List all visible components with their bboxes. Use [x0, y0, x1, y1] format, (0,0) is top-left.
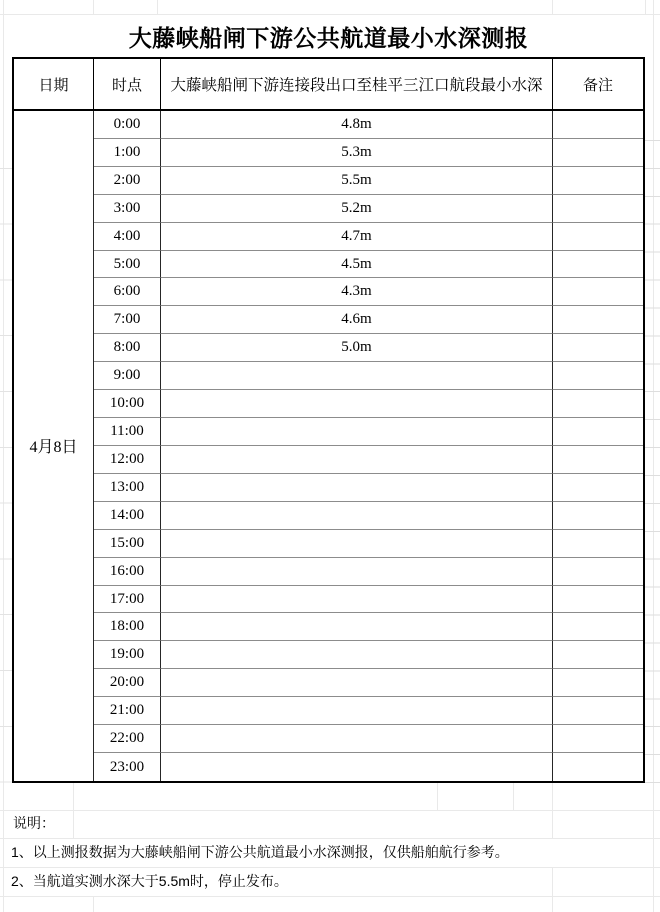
time-cell: 18:00	[94, 613, 161, 641]
depth-cell	[161, 446, 553, 474]
depth-cell: 4.8m	[161, 111, 553, 139]
depth-cell: 5.2m	[161, 195, 553, 223]
header-date: 日期	[14, 59, 94, 111]
remark-cell	[553, 697, 643, 725]
time-cell: 19:00	[94, 641, 161, 669]
depth-cell: 4.6m	[161, 306, 553, 334]
time-cell: 8:00	[94, 334, 161, 362]
notes-heading: 说明：	[13, 815, 55, 831]
remark-cell	[553, 418, 643, 446]
depth-cell	[161, 474, 553, 502]
time-cell: 11:00	[94, 418, 161, 446]
time-cell: 4:00	[94, 223, 161, 251]
remark-cell	[553, 474, 643, 502]
grid-line	[552, 867, 553, 912]
remark-cell	[553, 334, 643, 362]
remark-cell	[553, 753, 643, 781]
depth-table	[12, 57, 645, 783]
grid-row-stubs-right	[645, 113, 660, 783]
grid-line	[0, 896, 660, 897]
depth-cell	[161, 641, 553, 669]
depth-cell	[161, 613, 553, 641]
grid-line	[0, 867, 660, 868]
depth-cell	[161, 362, 553, 390]
remark-cell	[553, 362, 643, 390]
grid-line	[157, 0, 158, 15]
grid-row-stubs-left	[0, 113, 12, 783]
remark-cell	[553, 278, 643, 306]
time-cell: 12:00	[94, 446, 161, 474]
time-cell: 9:00	[94, 362, 161, 390]
depth-cell	[161, 753, 553, 781]
remark-cell	[553, 111, 643, 139]
time-cell: 6:00	[94, 278, 161, 306]
remark-cell	[553, 558, 643, 586]
time-cell: 10:00	[94, 390, 161, 418]
time-cell: 13:00	[94, 474, 161, 502]
grid-line	[437, 783, 438, 810]
depth-cell	[161, 390, 553, 418]
depth-cell	[161, 502, 553, 530]
time-cell: 14:00	[94, 502, 161, 530]
time-cell: 16:00	[94, 558, 161, 586]
remark-cell	[553, 641, 643, 669]
remark-cell	[553, 502, 643, 530]
grid-line	[645, 0, 646, 15]
time-cell: 23:00	[94, 753, 161, 781]
note-item-2: 2、当航道实测水深大于5.5m时，停止发布。	[11, 873, 288, 889]
time-cell: 15:00	[94, 530, 161, 558]
depth-cell	[161, 530, 553, 558]
remark-cell	[553, 613, 643, 641]
depth-cell: 4.7m	[161, 223, 553, 251]
time-cell: 22:00	[94, 725, 161, 753]
depth-cell	[161, 586, 553, 614]
depth-cell	[161, 697, 553, 725]
depth-cell	[161, 558, 553, 586]
depth-cell	[161, 418, 553, 446]
depth-cell: 5.3m	[161, 139, 553, 167]
depth-cell: 5.0m	[161, 334, 553, 362]
grid-line	[93, 0, 94, 15]
grid-line	[0, 810, 660, 811]
grid-line	[513, 783, 514, 810]
remark-cell	[553, 446, 643, 474]
remark-cell	[553, 586, 643, 614]
date-cell: 4月8日	[14, 111, 94, 781]
header-depth: 大藤峡船闸下游连接段出口至桂平三江口航段最小水深	[161, 59, 553, 111]
time-cell: 5:00	[94, 251, 161, 279]
remark-cell	[553, 251, 643, 279]
remark-cell	[553, 530, 643, 558]
remark-cell	[553, 306, 643, 334]
depth-cell: 4.3m	[161, 278, 553, 306]
remark-cell	[553, 390, 643, 418]
remark-cell	[553, 725, 643, 753]
note-item-1: 1、以上测报数据为大藤峡船闸下游公共航道最小水深测报，仅供船舶航行参考。	[11, 844, 509, 860]
time-cell: 2:00	[94, 167, 161, 195]
depth-cell: 5.5m	[161, 167, 553, 195]
time-cell: 0:00	[94, 111, 161, 139]
remark-cell	[553, 139, 643, 167]
time-cell: 7:00	[94, 306, 161, 334]
remark-cell	[553, 669, 643, 697]
remark-cell	[553, 167, 643, 195]
depth-cell	[161, 669, 553, 697]
grid-line	[93, 896, 94, 912]
grid-line	[552, 0, 553, 15]
time-cell: 21:00	[94, 697, 161, 725]
depth-cell: 4.5m	[161, 251, 553, 279]
depth-cell	[161, 725, 553, 753]
remark-cell	[553, 195, 643, 223]
time-cell: 20:00	[94, 669, 161, 697]
time-cell: 1:00	[94, 139, 161, 167]
time-cell: 17:00	[94, 586, 161, 614]
time-cell: 3:00	[94, 195, 161, 223]
report-title: 大藤峡船闸下游公共航道最小水深测报	[12, 15, 645, 57]
remark-cell	[553, 223, 643, 251]
grid-line	[0, 838, 660, 839]
header-time: 时点	[94, 59, 161, 111]
header-remark: 备注	[553, 59, 643, 111]
